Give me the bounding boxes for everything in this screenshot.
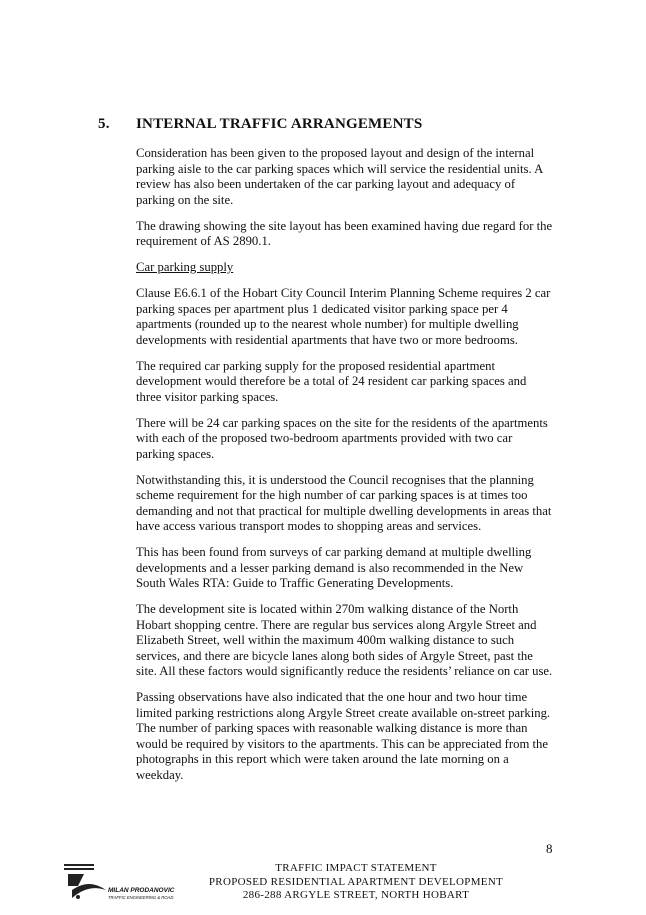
paragraph: The required car parking supply for the proposed residential apartment development would therefore be a total of 24 resident car parking spaces and three visitor parking spaces. — [136, 358, 527, 404]
subheading-car-parking-supply: Car parking supply — [136, 260, 234, 274]
footer-line-2: PROPOSED RESIDENTIAL APARTMENT DEVELOPMENT — [208, 875, 504, 888]
section-heading — [98, 116, 558, 133]
section-number: 5. — [98, 116, 110, 132]
logo-mark-icon — [64, 864, 184, 908]
logo-tagline: TRAFFIC ENGINEERING & ROAD — [108, 894, 174, 900]
section-title: INTERNAL TRAFFIC ARRANGEMENTS — [136, 116, 423, 132]
paragraph: The drawing showing the site layout has been examined having due regard for the requirement of AS 2890.1. — [136, 218, 553, 248]
footer-line-3: 286-288 ARGYLE STREET, NORTH HOBART — [242, 889, 470, 901]
logo-name: MILAN PRODANOVIC — [108, 887, 175, 894]
paragraph: This has been found from surveys of car parking demand at multiple dwelling developments and a lesser parking demand is also recommended in the New South Wales RTA: Guide to Traffic Generating Developments. — [136, 545, 532, 590]
paragraph: Clause E6.6.1 of the Hobart City Council Interim Planning Scheme requires 2 car parking spaces per apartment plus 1 dedicated visitor parking space per 4 apartments (rounded up to the nearest whole number) for multiple dwelling developments with residential apartments that have two or more bedrooms. — [136, 286, 551, 347]
section-body — [136, 146, 554, 794]
paragraph: Notwithstanding this, it is understood the Council recognises that the planning scheme requirement for the high number of car parking spaces is at times too demanding and not that practical for multiple dwelling developments in areas that have access various transport modes to shopping areas and services. — [136, 472, 552, 533]
paragraph: Consideration has been given to the proposed layout and design of the internal parking aisle to the car parking spaces which will service the residential units. A review has also been undertaken of the car parking layout and adequacy of parking on the site. — [136, 146, 543, 207]
footer-line-1: TRAFFIC IMPACT STATEMENT — [275, 862, 437, 874]
paragraph: Passing observations have also indicated that the one hour and two hour time limited parking restrictions along Argyle Street create available on-street parking. The number of parking spaces with reasonable walking distance is more than would be required by visitors to the apartments. This can be appreciated from the photographs in this report which were taken around the late morning on a weekday. — [136, 690, 551, 782]
paragraph: There will be 24 car parking spaces on the site for the residents of the apartments with each of the proposed two-bedroom apartments provided with two car parking spaces. — [136, 415, 548, 461]
paragraph: The development site is located within 270m walking distance of the North Hobart shopping centre. There are regular bus services along Argyle Street and Elizabeth Street, well within the maximum 400m walking distance to such services, and there are bicycle lanes along both sides of Argyle Street, past the site. All these factors would significantly reduce the residents’ reliance on car use. — [136, 602, 553, 678]
footer-text — [196, 862, 516, 903]
page-number: 8 — [546, 841, 553, 856]
page-footer — [0, 862, 646, 912]
logo-text — [108, 888, 174, 901]
company-logo — [64, 864, 184, 908]
